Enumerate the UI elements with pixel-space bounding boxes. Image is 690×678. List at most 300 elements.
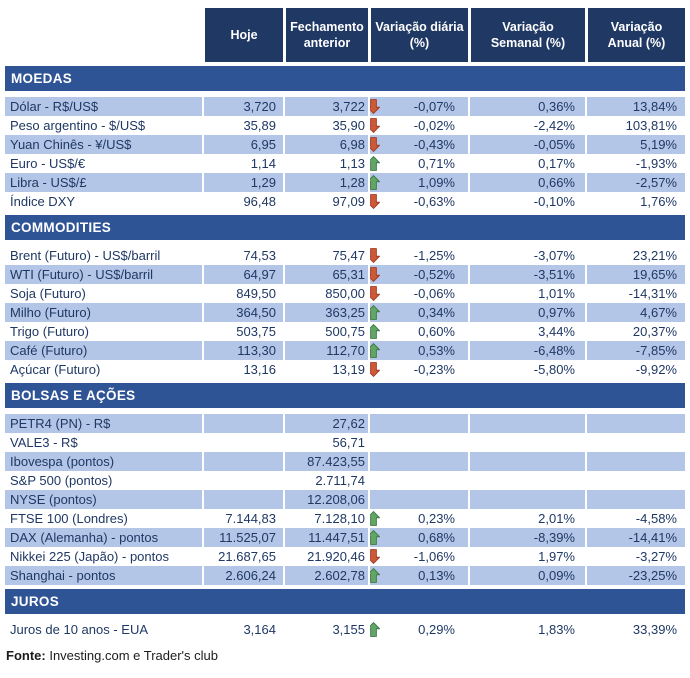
table-body	[5, 66, 685, 639]
hoje-cell	[202, 135, 283, 154]
arrow-down-icon	[368, 99, 380, 114]
row-label-value: Juros de 10 anos - EUA	[10, 622, 149, 637]
hoje-cell	[202, 528, 283, 547]
fechamento-cell	[283, 284, 368, 303]
hoje-cell-value: 35,89	[243, 118, 276, 133]
variacao-diaria-cell	[368, 547, 468, 566]
arrow-down-icon	[368, 137, 380, 152]
section-header-commodities: COMMODITIES	[5, 215, 685, 240]
variacao-semanal-cell	[468, 173, 585, 192]
variacao-diaria-cell	[368, 528, 468, 547]
arrow-down-icon	[368, 286, 380, 301]
table-row	[5, 360, 685, 379]
fechamento-cell	[283, 360, 368, 379]
table-row	[5, 116, 685, 135]
arrow-down-icon	[368, 549, 380, 564]
fechamento-cell	[283, 341, 368, 360]
variacao-semanal-cell	[468, 265, 585, 284]
arrow-down-icon	[368, 118, 380, 133]
fechamento-cell-value: 363,25	[325, 305, 365, 320]
variacao-diaria-cell	[368, 97, 468, 116]
fechamento-cell	[283, 173, 368, 192]
variacao-diaria-cell	[368, 490, 468, 509]
hoje-cell-value: 1,29	[250, 175, 276, 190]
variacao-semanal-cell	[468, 97, 585, 116]
variacao-semanal-cell-value: 0,17%	[538, 156, 575, 171]
fechamento-cell	[283, 490, 368, 509]
variacao-anual-cell	[585, 192, 685, 211]
hoje-cell-value: 7.144,83	[225, 511, 276, 526]
row-label	[5, 452, 202, 471]
fechamento-cell-value: 3,155	[332, 622, 365, 637]
variacao-semanal-cell-value: 0,09%	[538, 568, 575, 583]
hoje-cell-value: 3,720	[243, 99, 276, 114]
variacao-semanal-cell	[468, 116, 585, 135]
fechamento-cell-value: 2.711,74	[315, 473, 365, 488]
table-row	[5, 414, 685, 433]
variacao-diaria-cell-value: -0,23%	[413, 362, 455, 377]
fechamento-cell	[283, 246, 368, 265]
hoje-cell	[202, 490, 283, 509]
variacao-diaria-cell-value: 0,34%	[418, 305, 455, 320]
variacao-semanal-cell	[468, 528, 585, 547]
table-row	[5, 620, 685, 639]
variacao-anual-cell	[585, 154, 685, 173]
variacao-diaria-cell-value: 0,68%	[418, 530, 455, 545]
row-label	[5, 528, 202, 547]
variacao-diaria-cell-value: 0,53%	[418, 343, 455, 358]
variacao-anual-cell	[585, 97, 685, 116]
row-label-value: Café (Futuro)	[10, 343, 88, 358]
variacao-semanal-cell-value: -6,48%	[533, 343, 575, 358]
arrow-down-icon	[368, 194, 380, 209]
variacao-semanal-cell-value: -0,10%	[533, 194, 575, 209]
table-row	[5, 322, 685, 341]
variacao-semanal-cell	[468, 471, 585, 490]
arrow-down-icon	[368, 267, 380, 282]
table-row	[5, 135, 685, 154]
variacao-diaria-cell-value: 0,29%	[418, 622, 455, 637]
variacao-diaria-cell-value: 1,09%	[418, 175, 455, 190]
row-label	[5, 322, 202, 341]
fechamento-cell-value: 1,28	[339, 175, 365, 190]
fechamento-cell	[283, 620, 368, 639]
table-row	[5, 566, 685, 585]
hoje-cell	[202, 303, 283, 322]
arrow-up-icon	[368, 343, 380, 358]
variacao-diaria-cell-value: 0,13%	[418, 568, 455, 583]
table-row	[5, 192, 685, 211]
variacao-semanal-cell-value: -8,39%	[533, 530, 575, 545]
row-label	[5, 116, 202, 135]
row-label	[5, 173, 202, 192]
row-label	[5, 284, 202, 303]
variacao-diaria-cell-value: -0,43%	[413, 137, 455, 152]
variacao-anual-cell	[585, 566, 685, 585]
variacao-diaria-cell	[368, 284, 468, 303]
hoje-cell-value: 96,48	[243, 194, 276, 209]
hoje-cell	[202, 452, 283, 471]
hoje-cell	[202, 433, 283, 452]
fechamento-cell-value: 112,70	[326, 343, 365, 358]
row-label	[5, 566, 202, 585]
row-label-value: Yuan Chinês - ¥/US$	[10, 137, 132, 152]
variacao-semanal-cell	[468, 620, 585, 639]
fechamento-cell-value: 850,00	[325, 286, 365, 301]
hoje-cell	[202, 97, 283, 116]
variacao-semanal-cell	[468, 341, 585, 360]
fechamento-cell	[283, 566, 368, 585]
table-row	[5, 509, 685, 528]
table-row	[5, 246, 685, 265]
variacao-anual-cell-value: -2,57%	[635, 175, 677, 190]
variacao-semanal-cell-value: 2,01%	[538, 511, 575, 526]
row-label-value: Shanghai - pontos	[10, 568, 116, 583]
variacao-diaria-cell	[368, 566, 468, 585]
table-row	[5, 547, 685, 566]
row-label-value: Ibovespa (pontos)	[10, 454, 115, 469]
table-row	[5, 452, 685, 471]
fechamento-cell-value: 500,75	[325, 324, 365, 339]
source-text: Investing.com e Trader's club	[45, 648, 219, 663]
hoje-cell	[202, 414, 283, 433]
row-label	[5, 471, 202, 490]
row-label	[5, 135, 202, 154]
variacao-semanal-cell-value: -5,80%	[533, 362, 575, 377]
fechamento-cell-value: 56,71	[332, 435, 365, 450]
variacao-diaria-cell	[368, 322, 468, 341]
variacao-semanal-cell	[468, 284, 585, 303]
variacao-anual-cell-value: 13,84%	[632, 99, 677, 114]
variacao-anual-cell-value: 4,67%	[640, 305, 677, 320]
variacao-semanal-cell	[468, 154, 585, 173]
table-row	[5, 471, 685, 490]
variacao-anual-cell-value: -1,93%	[635, 156, 677, 171]
table-row	[5, 528, 685, 547]
row-label-value: Libra - US$/£	[10, 175, 87, 190]
row-label-value: PETR4 (PN) - R$	[10, 416, 111, 431]
arrow-up-icon	[368, 324, 380, 339]
variacao-semanal-cell-value: 1,97%	[538, 549, 575, 564]
fechamento-cell	[283, 471, 368, 490]
variacao-diaria-cell	[368, 414, 468, 433]
variacao-semanal-cell	[468, 360, 585, 379]
fechamento-cell-value: 75,47	[332, 248, 365, 263]
variacao-semanal-cell-value: 1,83%	[538, 622, 575, 637]
variacao-anual-cell	[585, 284, 685, 303]
variacao-diaria-cell	[368, 620, 468, 639]
hoje-cell-value: 11.525,07	[219, 530, 276, 545]
fechamento-cell	[283, 97, 368, 116]
variacao-semanal-cell	[468, 547, 585, 566]
variacao-semanal-cell	[468, 192, 585, 211]
table-row	[5, 303, 685, 322]
variacao-anual-cell	[585, 322, 685, 341]
variacao-anual-cell	[585, 246, 685, 265]
variacao-anual-cell	[585, 116, 685, 135]
hoje-cell	[202, 620, 283, 639]
row-label-value: Milho (Futuro)	[10, 305, 91, 320]
arrow-down-icon	[368, 362, 380, 377]
table-row	[5, 284, 685, 303]
variacao-semanal-cell	[468, 303, 585, 322]
variacao-diaria-cell-value: 0,71%	[418, 156, 455, 171]
variacao-anual-cell-value: 33,39%	[632, 622, 677, 637]
variacao-semanal-cell-value: 0,66%	[538, 175, 575, 190]
variacao-semanal-cell-value: 3,44%	[538, 324, 575, 339]
row-label	[5, 360, 202, 379]
fechamento-cell-value: 12.208,06	[307, 492, 365, 507]
hoje-cell	[202, 322, 283, 341]
fechamento-cell-value: 11.447,51	[308, 530, 365, 545]
section-header-moedas: MOEDAS	[5, 66, 685, 91]
arrow-up-icon	[368, 175, 380, 190]
col-header-variacao-semanal: Variação Semanal (%)	[468, 8, 585, 62]
hoje-cell	[202, 471, 283, 490]
hoje-cell	[202, 246, 283, 265]
variacao-anual-cell	[585, 303, 685, 322]
row-label-value: Trigo (Futuro)	[10, 324, 89, 339]
variacao-anual-cell	[585, 265, 685, 284]
variacao-semanal-cell	[468, 566, 585, 585]
variacao-diaria-cell	[368, 116, 468, 135]
fechamento-cell	[283, 528, 368, 547]
fechamento-cell	[283, 452, 368, 471]
variacao-diaria-cell	[368, 135, 468, 154]
hoje-cell	[202, 547, 283, 566]
hoje-cell	[202, 116, 283, 135]
variacao-anual-cell-value: 1,76%	[640, 194, 677, 209]
table-row	[5, 341, 685, 360]
row-label-value: Açúcar (Futuro)	[10, 362, 101, 377]
variacao-semanal-cell	[468, 322, 585, 341]
variacao-anual-cell-value: 20,37%	[632, 324, 677, 339]
table-row	[5, 433, 685, 452]
row-label-value: NYSE (pontos)	[10, 492, 97, 507]
variacao-semanal-cell	[468, 490, 585, 509]
variacao-anual-cell	[585, 173, 685, 192]
row-label	[5, 341, 202, 360]
variacao-diaria-cell-value: -0,06%	[413, 286, 455, 301]
variacao-diaria-cell-value: -0,52%	[413, 267, 455, 282]
variacao-diaria-cell	[368, 341, 468, 360]
fechamento-cell	[283, 414, 368, 433]
row-label	[5, 154, 202, 173]
fechamento-cell	[283, 322, 368, 341]
row-label-value: WTI (Futuro) - US$/barril	[10, 267, 154, 282]
fechamento-cell-value: 35,90	[332, 118, 365, 133]
row-label	[5, 246, 202, 265]
arrow-up-icon	[368, 156, 380, 171]
hoje-cell-value: 13,16	[243, 362, 276, 377]
table-row	[5, 490, 685, 509]
variacao-anual-cell	[585, 135, 685, 154]
variacao-diaria-cell-value: 0,23%	[418, 511, 455, 526]
variacao-anual-cell	[585, 490, 685, 509]
fechamento-cell	[283, 154, 368, 173]
col-header-variacao-anual: Variação Anual (%)	[585, 8, 685, 62]
row-label-value: DAX (Alemanha) - pontos	[10, 530, 159, 545]
variacao-anual-cell-value: 19,65%	[632, 267, 677, 282]
fechamento-cell	[283, 303, 368, 322]
variacao-anual-cell	[585, 433, 685, 452]
hoje-cell	[202, 509, 283, 528]
variacao-anual-cell	[585, 360, 685, 379]
row-label-value: Dólar - R$/US$	[10, 99, 99, 114]
variacao-diaria-cell	[368, 452, 468, 471]
variacao-anual-cell-value: -23,25%	[628, 568, 677, 583]
variacao-anual-cell	[585, 341, 685, 360]
variacao-anual-cell	[585, 509, 685, 528]
col-header-hoje: Hoje	[202, 8, 283, 62]
col-header-empty	[5, 8, 202, 62]
hoje-cell-value: 74,53	[243, 248, 276, 263]
variacao-anual-cell-value: -7,85%	[635, 343, 677, 358]
row-label-value: VALE3 - R$	[10, 435, 78, 450]
fechamento-cell-value: 21.920,46	[307, 549, 365, 564]
variacao-anual-cell-value: 103,81%	[625, 118, 677, 133]
variacao-diaria-cell-value: 0,60%	[418, 324, 455, 339]
hoje-cell-value: 364,50	[236, 305, 276, 320]
fechamento-cell-value: 2.602,78	[314, 568, 365, 583]
table-header	[5, 8, 685, 62]
hoje-cell-value: 503,75	[236, 324, 276, 339]
variacao-anual-cell	[585, 528, 685, 547]
row-label-value: FTSE 100 (Londres)	[10, 511, 128, 526]
hoje-cell-value: 849,50	[236, 286, 276, 301]
variacao-diaria-cell	[368, 433, 468, 452]
variacao-anual-cell-value: -14,31%	[628, 286, 677, 301]
fechamento-cell	[283, 265, 368, 284]
variacao-diaria-cell-value: -1,25%	[413, 248, 455, 263]
row-label	[5, 97, 202, 116]
fechamento-cell-value: 3,722	[332, 99, 365, 114]
row-label	[5, 547, 202, 566]
variacao-semanal-cell	[468, 135, 585, 154]
variacao-anual-cell	[585, 471, 685, 490]
quotes-table	[5, 8, 685, 663]
row-label	[5, 414, 202, 433]
variacao-semanal-cell-value: -0,05%	[533, 137, 575, 152]
hoje-cell	[202, 192, 283, 211]
hoje-cell	[202, 566, 283, 585]
row-label-value: Índice DXY	[10, 194, 76, 209]
hoje-cell-value: 2.606,24	[225, 568, 276, 583]
hoje-cell-value: 113,30	[237, 343, 276, 358]
row-label	[5, 490, 202, 509]
variacao-diaria-cell-value: -0,07%	[413, 99, 455, 114]
fechamento-cell	[283, 116, 368, 135]
variacao-diaria-cell	[368, 246, 468, 265]
arrow-up-icon	[368, 622, 380, 637]
row-label-value: Brent (Futuro) - US$/barril	[10, 248, 161, 263]
table-row	[5, 265, 685, 284]
row-label-value: Soja (Futuro)	[10, 286, 86, 301]
variacao-semanal-cell-value: 1,01%	[538, 286, 575, 301]
variacao-diaria-cell-value: -0,63%	[413, 194, 455, 209]
variacao-semanal-cell-value: -2,42%	[533, 118, 575, 133]
variacao-anual-cell	[585, 620, 685, 639]
table-row	[5, 97, 685, 116]
variacao-diaria-cell	[368, 192, 468, 211]
variacao-anual-cell	[585, 547, 685, 566]
fechamento-cell	[283, 509, 368, 528]
variacao-semanal-cell	[468, 452, 585, 471]
variacao-anual-cell-value: -14,41%	[628, 530, 677, 545]
variacao-semanal-cell-value: 0,97%	[538, 305, 575, 320]
arrow-up-icon	[368, 568, 380, 583]
variacao-anual-cell	[585, 414, 685, 433]
variacao-anual-cell-value: -4,58%	[635, 511, 677, 526]
fechamento-cell	[283, 192, 368, 211]
hoje-cell	[202, 265, 283, 284]
row-label	[5, 303, 202, 322]
hoje-cell	[202, 154, 283, 173]
variacao-semanal-cell-value: -3,07%	[533, 248, 575, 263]
variacao-semanal-cell-value: 0,36%	[538, 99, 575, 114]
variacao-diaria-cell	[368, 360, 468, 379]
hoje-cell-value: 3,164	[243, 622, 276, 637]
hoje-cell-value: 64,97	[243, 267, 276, 282]
hoje-cell-value: 6,95	[250, 137, 276, 152]
variacao-diaria-cell	[368, 265, 468, 284]
col-header-variacao-diaria: Variação diária (%)	[368, 8, 468, 62]
hoje-cell	[202, 341, 283, 360]
arrow-up-icon	[368, 530, 380, 545]
variacao-anual-cell-value: 5,19%	[640, 137, 677, 152]
variacao-anual-cell	[585, 452, 685, 471]
variacao-semanal-cell	[468, 414, 585, 433]
source-label: Fonte:	[6, 648, 46, 663]
variacao-diaria-cell-value: -1,06%	[413, 549, 455, 564]
fechamento-cell-value: 7.128,10	[314, 511, 365, 526]
variacao-anual-cell-value: -3,27%	[635, 549, 677, 564]
row-label-value: Peso argentino - $/US$	[10, 118, 146, 133]
fechamento-cell-value: 13,19	[332, 362, 365, 377]
table-row	[5, 173, 685, 192]
fechamento-cell-value: 65,31	[332, 267, 365, 282]
fechamento-cell	[283, 135, 368, 154]
row-label	[5, 509, 202, 528]
variacao-semanal-cell	[468, 246, 585, 265]
variacao-diaria-cell	[368, 471, 468, 490]
hoje-cell	[202, 360, 283, 379]
row-label	[5, 192, 202, 211]
col-header-fechamento-anterior: Fechamento anterior	[283, 8, 368, 62]
variacao-semanal-cell	[468, 433, 585, 452]
variacao-diaria-cell	[368, 509, 468, 528]
variacao-diaria-cell	[368, 154, 468, 173]
fechamento-cell-value: 87.423,55	[307, 454, 365, 469]
fechamento-cell-value: 27,62	[332, 416, 365, 431]
row-label-value: S&P 500 (pontos)	[10, 473, 113, 488]
hoje-cell	[202, 284, 283, 303]
row-label	[5, 265, 202, 284]
fechamento-cell-value: 1,13	[339, 156, 365, 171]
table-row	[5, 154, 685, 173]
fechamento-cell	[283, 547, 368, 566]
fechamento-cell-value: 6,98	[339, 137, 365, 152]
row-label	[5, 620, 202, 639]
hoje-cell-value: 1,14	[250, 156, 276, 171]
variacao-semanal-cell-value: -3,51%	[533, 267, 575, 282]
arrow-up-icon	[368, 305, 380, 320]
variacao-anual-cell-value: 23,21%	[632, 248, 677, 263]
variacao-anual-cell-value: -9,92%	[635, 362, 677, 377]
hoje-cell-value: 21.687,65	[218, 549, 276, 564]
row-label-value: Nikkei 225 (Japão) - pontos	[10, 549, 169, 564]
variacao-diaria-cell	[368, 173, 468, 192]
